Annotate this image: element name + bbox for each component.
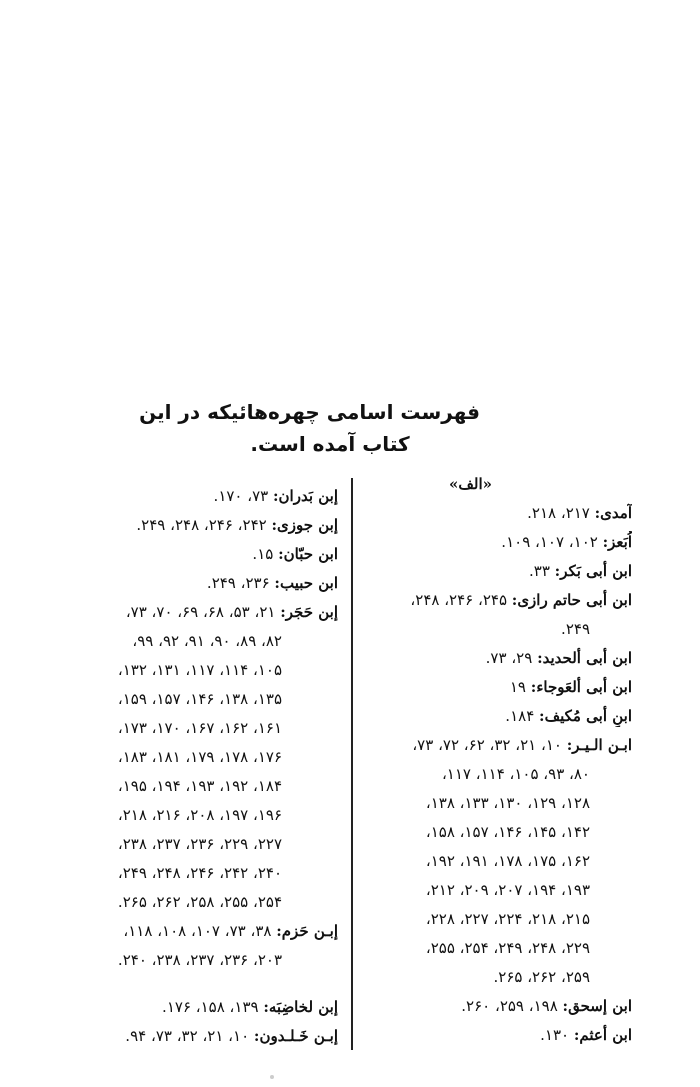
index-entry-continuation: ۲۵۹، ۲۶۲، ۲۶۵. [493,968,590,986]
column-divider [351,478,353,1050]
index-entry-continuation: ۱۹۳، ۱۹۴، ۲۰۷، ۲۰۹، ۲۱۲، [425,881,590,899]
index-entry: آمدی: ۲۱۷، ۲۱۸. [527,504,632,522]
index-entry: ابنِ أبی مُکیف: ۱۸۴. [505,707,632,725]
index-entry-continuation: ۱۳۵، ۱۳۸، ۱۴۶، ۱۵۷، ۱۵۹، [117,690,282,708]
index-entry: إبن جوزی: ۲۴۲، ۲۴۶، ۲۴۸، ۲۴۹. [136,516,338,534]
index-entry-continuation: ۲۴۹. [561,620,590,638]
index-entry-continuation: ۱۶۱، ۱۶۲، ۱۶۷، ۱۷۰، ۱۷۳، [117,719,282,737]
page-speck [270,1075,274,1079]
index-entry: ابن إسحق: ۱۹۸، ۲۵۹، ۲۶۰. [461,997,632,1015]
index-entry-continuation: ۱۴۲، ۱۴۵، ۱۴۶، ۱۵۷، ۱۵۸، [425,823,590,841]
index-entry: ابن حبّان: ۱۵. [252,545,338,563]
index-entry-continuation: ۲۱۵، ۲۱۸، ۲۲۴، ۲۲۷، ۲۲۸، [425,910,590,928]
section-heading-alef: «الف» [448,475,492,493]
index-entry-continuation: ۱۲۸، ۱۲۹، ۱۳۰، ۱۳۳، ۱۳۸، [425,794,590,812]
index-entry: إبن بَدران: ۷۳، ۱۷۰. [213,487,338,505]
index-entry: ابن أبی بَکر: ۳۳. [528,562,632,580]
page-title-line-1: فهرست اسامی چهره‌هائیکه در این [139,400,480,424]
index-entry: ابن أعثم: ۱۳۰. [540,1026,632,1044]
index-entry: ابن أبی ألعَوجاء: ۱۹ [509,678,632,696]
index-entry: ابـن الـیـر: ۱۰، ۲۱، ۳۲، ۶۲، ۷۲، ۷۳، [412,736,632,754]
index-entry: ابن حبیب: ۲۳۶، ۲۴۹. [206,574,338,592]
index-entry: إبـن خَـلـدون: ۱۰، ۲۱، ۳۲، ۷۳، ۹۴. [125,1027,338,1045]
index-entry: ابن أبی حاتم رازی: ۲۴۵، ۲۴۶، ۲۴۸، [410,591,632,609]
index-entry-continuation: ۱۶۲، ۱۷۵، ۱۷۸، ۱۹۱، ۱۹۲، [425,852,590,870]
index-entry-continuation: ۲۰۳، ۲۳۶، ۲۳۷، ۲۳۸، ۲۴۰. [117,951,282,969]
index-entry-continuation: ۱۸۴، ۱۹۲، ۱۹۳، ۱۹۴، ۱۹۵، [117,777,282,795]
index-entry: إبن لخاضِبَه: ۱۳۹، ۱۵۸، ۱۷۶. [162,998,338,1016]
index-entry-continuation: ۲۲۷، ۲۲۹، ۲۳۶، ۲۳۷، ۲۳۸، [117,835,282,853]
index-entry-continuation: ۱۷۶، ۱۷۸، ۱۷۹، ۱۸۱، ۱۸۳، [117,748,282,766]
index-entry-continuation: ۸۲، ۸۹، ۹۰، ۹۱، ۹۲، ۹۹، [132,632,282,650]
index-entry: ابن أبی ألحدید: ۲۹، ۷۳. [485,649,632,667]
page-title-line-2: کتاب آمده است. [250,432,410,456]
index-entry-continuation: ۲۲۹، ۲۴۸، ۲۴۹، ۲۵۴، ۲۵۵، [425,939,590,957]
index-entry: اُبَعز: ۱۰۲، ۱۰۷، ۱۰۹. [501,533,632,551]
index-entry-continuation: ۲۵۴، ۲۵۵، ۲۵۸، ۲۶۲، ۲۶۵. [117,893,282,911]
index-entry: إبـن حَزم: ۳۸، ۷۳، ۱۰۷، ۱۰۸، ۱۱۸، [123,922,338,940]
index-entry-continuation: ۲۴۰، ۲۴۲، ۲۴۶، ۲۴۸، ۲۴۹، [117,864,282,882]
index-entry-continuation: ۱۰۵، ۱۱۴، ۱۱۷، ۱۳۱، ۱۳۲، [117,661,282,679]
index-entry-continuation: ۸۰، ۹۳، ۱۰۵، ۱۱۴، ۱۱۷، [441,765,590,783]
index-entry-continuation: ۱۹۶، ۱۹۷، ۲۰۸، ۲۱۶، ۲۱۸، [117,806,282,824]
index-entry: إبن حَجَر: ۲۱، ۵۳، ۶۸، ۶۹، ۷۰، ۷۳، [125,603,338,621]
